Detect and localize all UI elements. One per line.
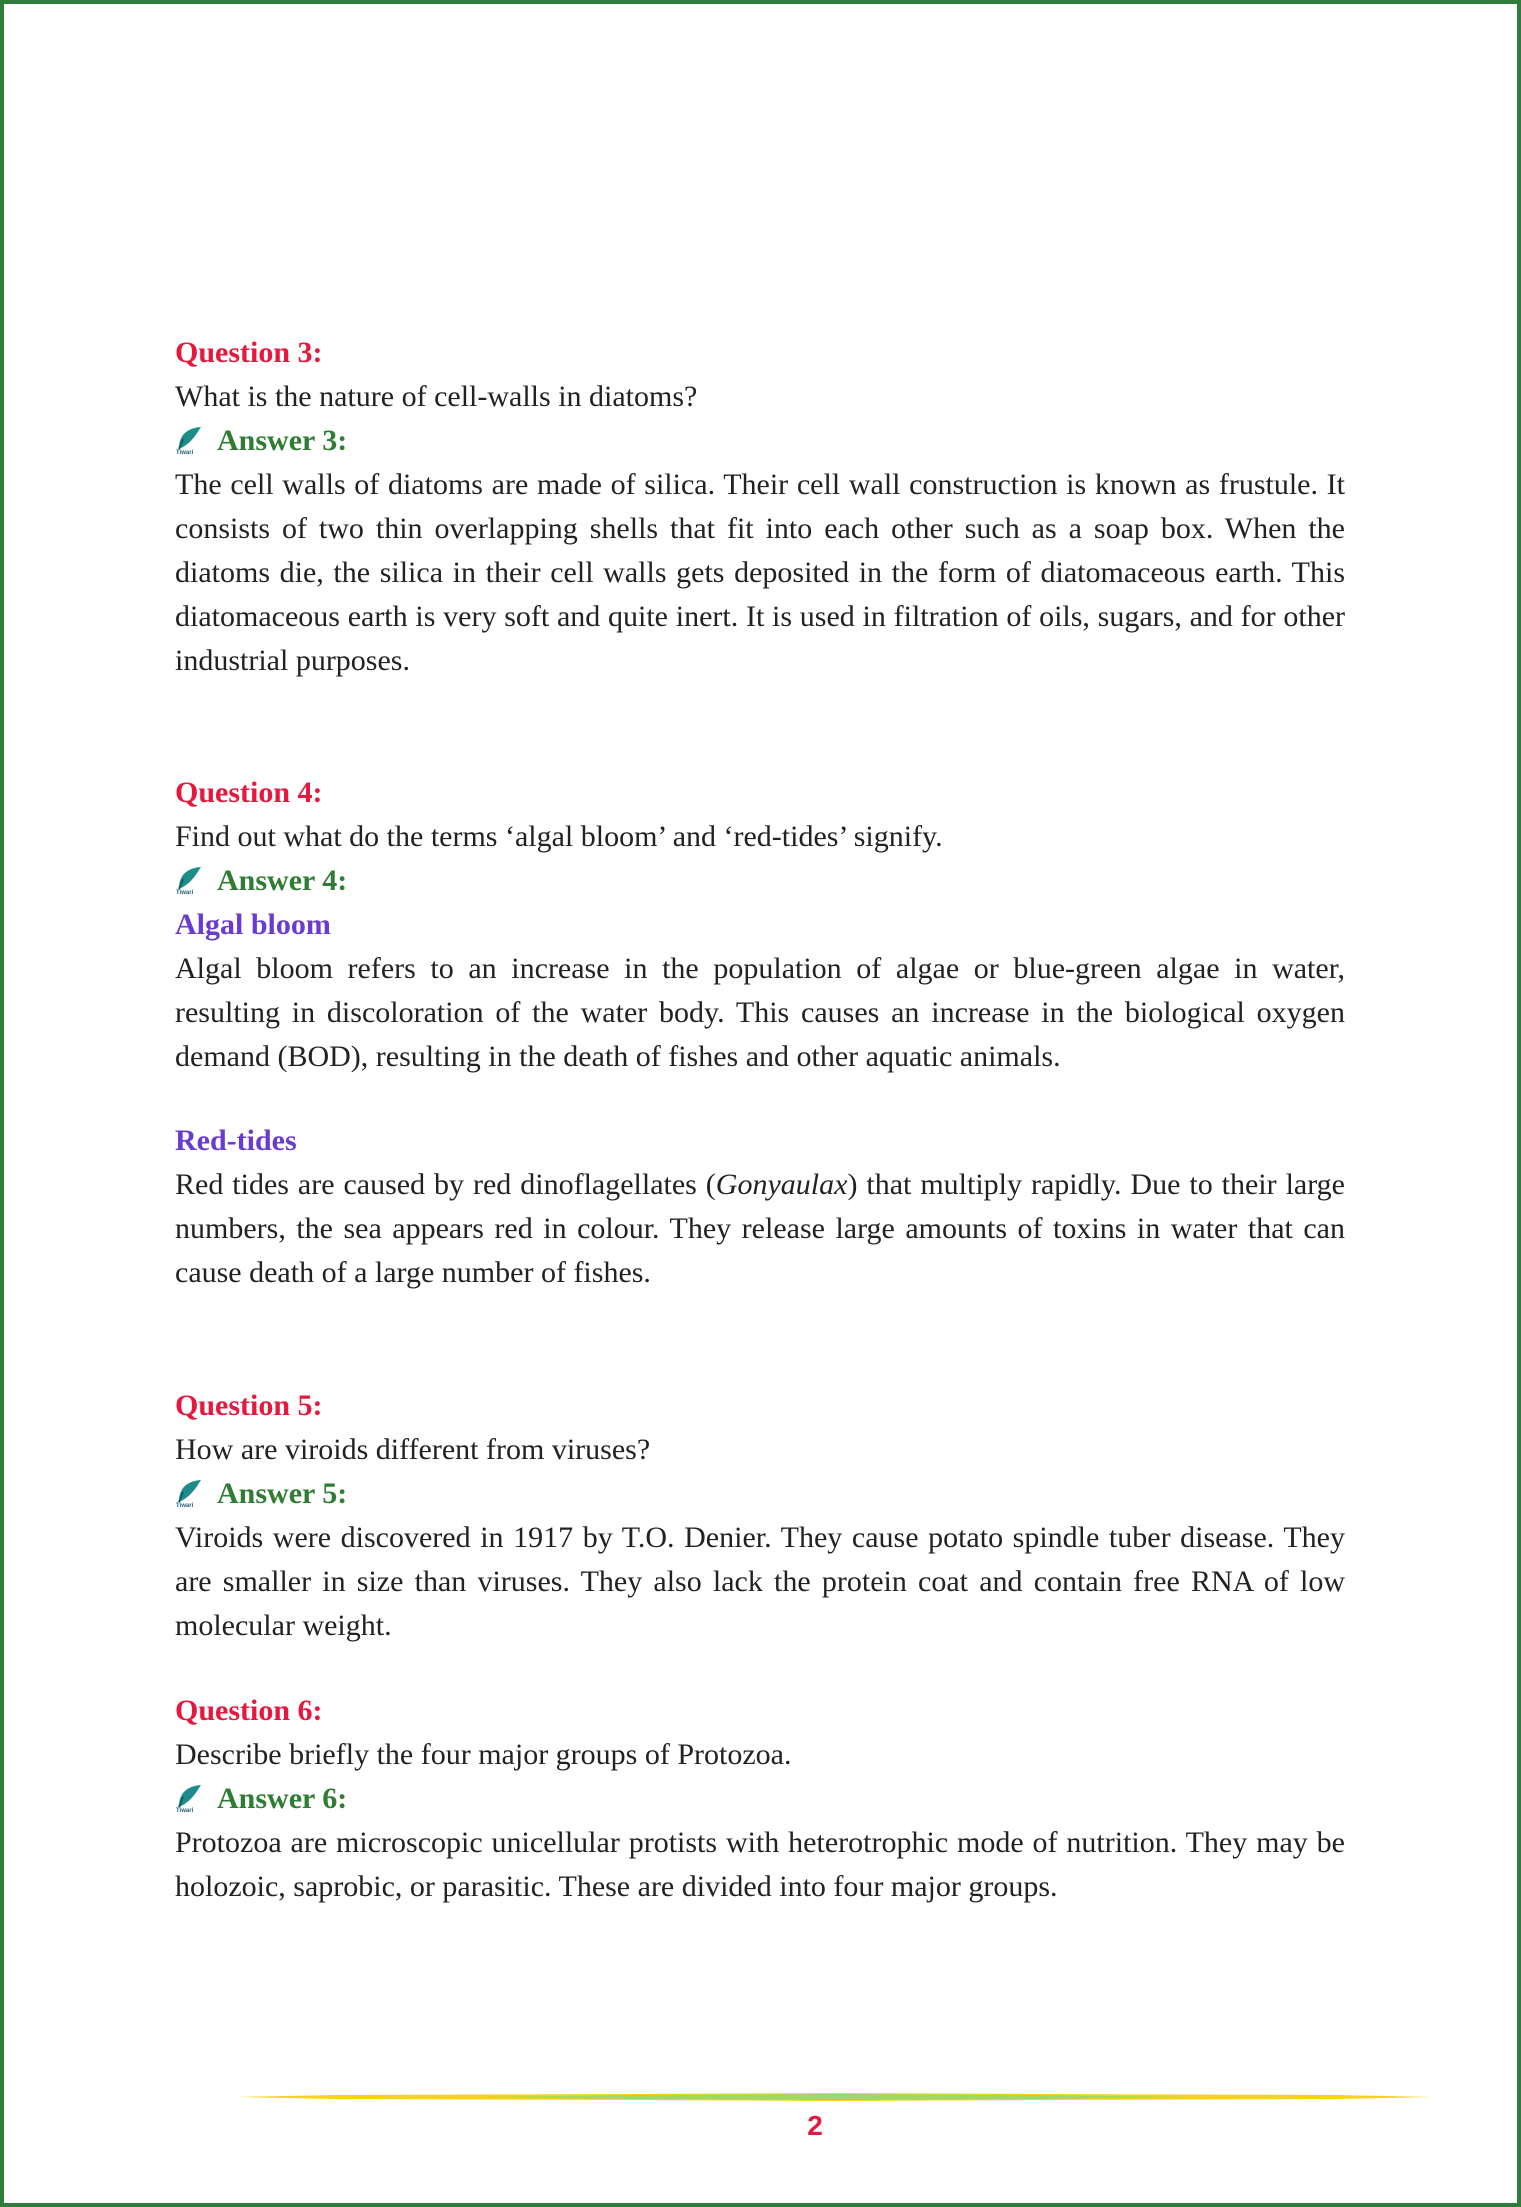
subheading-red-tides: Red-tides: [175, 1124, 297, 1157]
svg-text:Tiwari: Tiwari: [176, 890, 194, 895]
question-text: What is the nature of cell-walls in diatoms?: [175, 380, 698, 413]
svg-text:Tiwari: Tiwari: [176, 450, 194, 455]
answer-label: Answer 6:: [217, 1782, 348, 1815]
question-text: Describe briefly the four major groups of Protozoa.: [175, 1738, 792, 1771]
answer-label: Answer 4:: [217, 864, 348, 897]
question-label: Question 3:: [175, 336, 323, 369]
page-number: 2: [807, 2110, 823, 2141]
question-3-section: [175, 331, 1345, 683]
subheading-algal-bloom: Algal bloom: [175, 908, 331, 941]
genus-name-italic: Gonyaulax: [715, 1168, 848, 1201]
answer-heading: [175, 1777, 1345, 1821]
question-5-section: [175, 1384, 1345, 1648]
svg-text:Tiwari: Tiwari: [176, 1503, 194, 1508]
question-text: Find out what do the terms ‘algal bloom’ and ‘red-tides’ signify.: [175, 820, 943, 853]
question-text: How are viroids different from viruses?: [175, 1433, 651, 1466]
footer-divider: [236, 2092, 1432, 2102]
question-6-section: [175, 1689, 1345, 1909]
answer-label: Answer 3:: [217, 424, 348, 457]
answer-paragraph: Protozoa are microscopic unicellular protists with heterotrophic mode of nutrition. They may be holozoic, saprobic, or parasitic. These are divided into four major groups.: [175, 1826, 1345, 1903]
answer-paragraph: The cell walls of diatoms are made of silica. Their cell wall construction is known as frustule. It consists of two thin overlapping shells that fit into each other such as a soap box. When the diatoms die, the silica in their cell walls gets deposited in the form of diatomaceous earth. This diatomaceous earth is very soft and quite inert. It is used in filtration of oils, sugars, and for other industrial purposes.: [175, 468, 1345, 677]
red-tides-text-part: ) that multiply rapidly. Due to their large numbers, the sea appears red in colour. They release large amounts of toxins in water that can cause death of a large number of fishes.: [175, 1168, 1345, 1289]
red-tides-paragraph: [175, 1163, 1345, 1295]
tiwari-leaf-logo-icon: [175, 1477, 203, 1507]
red-tides-subsection: [175, 1119, 1345, 1295]
question-label: Question 6:: [175, 1694, 323, 1727]
tiwari-leaf-logo-icon: [175, 864, 203, 894]
svg-text:Tiwari: Tiwari: [176, 1808, 194, 1813]
question-4-section: [175, 771, 1345, 1079]
answer-label: Answer 5:: [217, 1477, 348, 1510]
answer-heading: [175, 419, 1345, 463]
answer-paragraph: Viroids were discovered in 1917 by T.O. Denier. They cause potato spindle tuber disease. They are smaller in size than viruses. They also lack the protein coat and contain free RNA of low molecular weight.: [175, 1521, 1345, 1642]
algal-bloom-paragraph: Algal bloom refers to an increase in the population of algae or blue-green algae in water, resulting in discoloration of the water body. This causes an increase in the biological oxygen demand (BOD), resulting in the death of fishes and other aquatic animals.: [175, 952, 1345, 1073]
tiwari-leaf-logo-icon: [175, 424, 203, 454]
tiwari-leaf-logo-icon: [175, 1782, 203, 1812]
answer-heading: [175, 859, 1345, 903]
question-label: Question 5:: [175, 1389, 323, 1422]
red-tides-text-part: Red tides are caused by red dinoflagellates (: [175, 1168, 716, 1201]
answer-heading: [175, 1472, 1345, 1516]
question-label: Question 4:: [175, 776, 323, 809]
